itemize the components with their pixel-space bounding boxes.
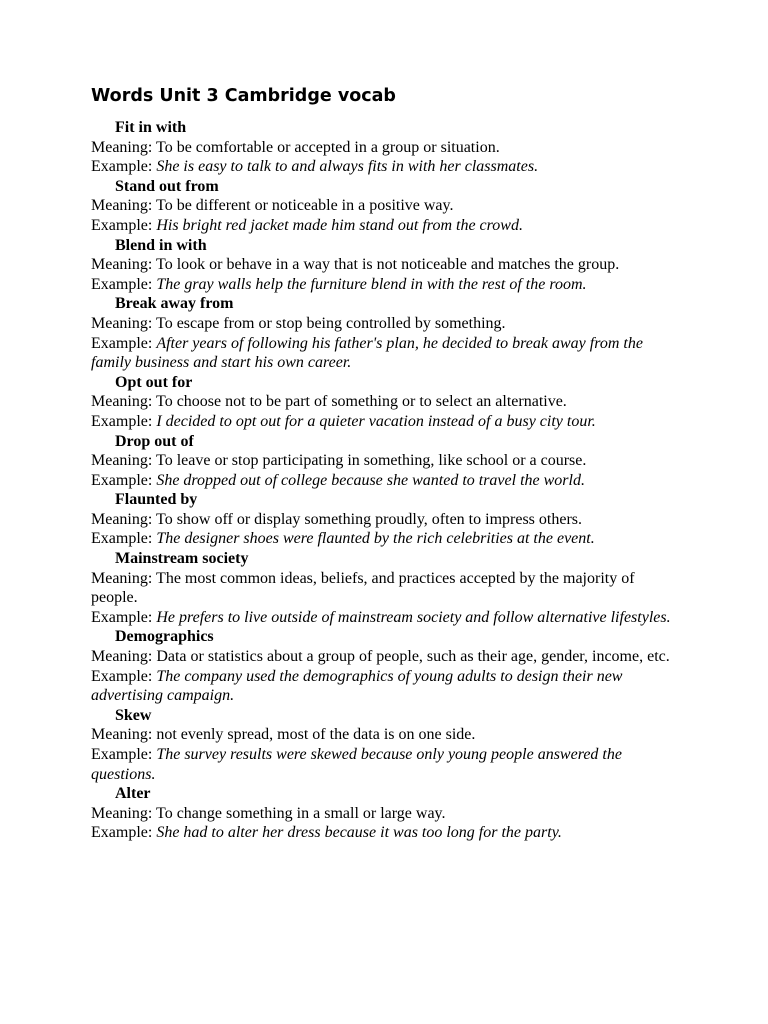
meaning-prefix: Meaning: [91,510,153,528]
example-line [91,823,681,843]
example-line [91,275,681,295]
meaning-line [91,725,681,745]
meaning-line [91,451,681,471]
vocab-term: Demographics [115,628,214,646]
vocab-entry [91,627,681,705]
example-prefix: Example: [91,216,153,234]
example-line [91,412,681,432]
meaning-prefix: Meaning: [91,197,153,215]
meaning-line [91,314,681,334]
example-prefix: Example: [91,667,153,685]
vocab-entry [91,118,681,177]
vocab-term: Stand out from [115,177,219,195]
meaning-prefix: Meaning: [91,138,153,156]
meaning-prefix: Meaning: [91,314,153,332]
meaning-text: To leave or stop participating in something, like school or a course. [156,452,587,470]
meaning-text: To change something in a small or large way. [156,804,446,822]
example-text: She dropped out of college because she wanted to travel the world. [156,471,585,489]
vocab-term: Drop out of [115,432,194,450]
vocab-entry [91,490,681,549]
example-text: The designer shoes were flaunted by the rich celebrities at the event. [156,530,595,548]
vocab-list [91,118,681,843]
example-text: The company used the demographics of young adults to design their new advertising campaign. [91,667,623,705]
vocab-term: Fit in with [115,119,187,136]
example-text: He prefers to live outside of mainstream society and follow alternative lifestyles. [156,608,671,626]
vocab-entry [91,432,681,491]
example-prefix: Example: [91,412,153,430]
vocab-term: Opt out for [115,373,193,391]
meaning-text: To show off or display something proudly, often to impress others. [156,510,582,528]
example-prefix: Example: [91,608,153,626]
example-text: The gray walls help the furniture blend in with the rest of the room. [156,275,587,293]
example-text: She is easy to talk to and always fits in with her classmates. [156,158,539,176]
example-text: The survey results were skewed because only young people answered the questions. [91,746,622,783]
meaning-text: Data or statistics about a group of people, such as their age, gender, income, etc. [156,648,670,666]
meaning-prefix: Meaning: [91,804,153,822]
vocab-entry [91,294,681,372]
example-text: I decided to opt out for a quieter vacation instead of a busy city tour. [156,412,596,430]
meaning-text: To choose not to be part of something or to select an alternative. [156,393,567,411]
example-line [91,608,681,628]
meaning-line [91,510,681,530]
vocab-term: Skew [115,706,152,724]
meaning-text: To be comfortable or accepted in a group or situation. [156,138,500,156]
example-prefix: Example: [91,530,153,548]
example-line [91,216,681,236]
vocab-term: Break away from [115,295,234,313]
vocab-term: Flaunted by [115,491,198,509]
example-line [91,334,681,373]
meaning-line [91,569,681,608]
example-text: She had to alter her dress because it was too long for the party. [156,824,562,842]
meaning-prefix: Meaning: [91,393,153,411]
example-prefix: Example: [91,334,153,352]
meaning-line [91,804,681,824]
meaning-text: To look or behave in a way that is not noticeable and matches the group. [156,256,620,274]
example-line [91,529,681,549]
vocab-entry [91,784,681,843]
meaning-text: not evenly spread, most of the data is on one side. [156,726,476,744]
example-text: After years of following his father's plan, he decided to break away from the family business and start his own career. [91,334,643,372]
meaning-line [91,196,681,216]
vocab-entry [91,706,681,784]
meaning-prefix: Meaning: [91,256,153,274]
meaning-prefix: Meaning: [91,648,153,666]
meaning-text: The most common ideas, beliefs, and practices accepted by the majority of people. [91,569,635,607]
meaning-prefix: Meaning: [91,569,153,587]
example-text: His bright red jacket made him stand out from the crowd. [156,216,523,234]
meaning-line [91,392,681,412]
meaning-line [91,647,681,667]
example-prefix: Example: [91,746,153,763]
example-line [91,471,681,491]
example-prefix: Example: [91,275,153,293]
meaning-prefix: Meaning: [91,452,153,470]
vocab-entry [91,373,681,432]
example-prefix: Example: [91,471,153,489]
meaning-text: To be different or noticeable in a positive way. [156,197,454,215]
example-prefix: Example: [91,824,153,842]
example-line [91,667,681,706]
vocab-entry [91,549,681,627]
document-title: Words Unit 3 Cambridge vocab [91,86,396,106]
meaning-line [91,138,681,158]
vocab-entry [91,236,681,295]
meaning-prefix: Meaning: [91,726,153,744]
vocab-entry [91,177,681,236]
example-prefix: Example: [91,158,153,176]
vocab-term: Mainstream society [115,550,249,568]
vocab-term: Alter [115,785,151,803]
example-line [91,745,681,784]
example-line [91,157,681,177]
meaning-text: To escape from or stop being controlled by something. [156,314,506,332]
meaning-line [91,255,681,275]
vocab-term: Blend in with [115,236,207,254]
